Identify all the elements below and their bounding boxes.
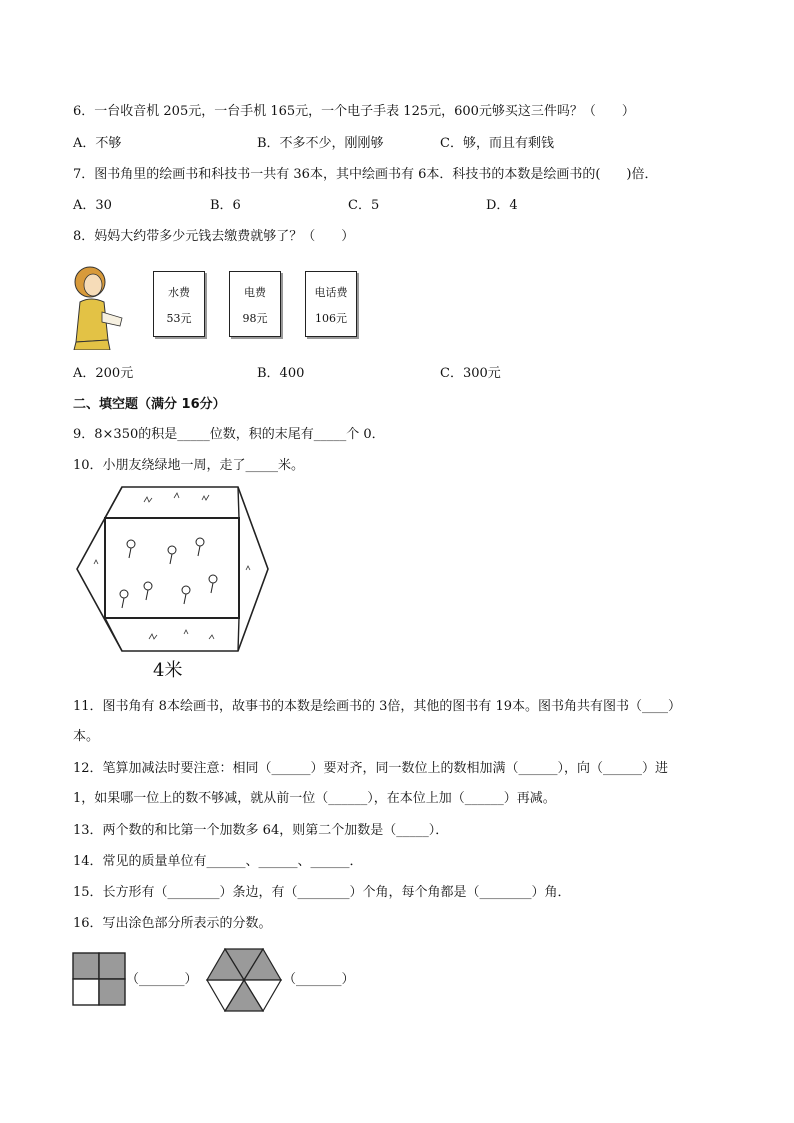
question-12-line-1: 12．笔算加减法时要注意：相同（______）要对齐，同一数位上的数相加满（______），向（______）进: [73, 761, 669, 776]
bill-card-water-name: 水费: [168, 286, 190, 299]
shaded-hexagon-figure: [206, 948, 282, 1012]
q7-option-b[interactable]: B．6: [210, 198, 241, 213]
bill-card-electricity-name: 电费: [244, 286, 266, 299]
shaded-square-figure: [72, 952, 126, 1006]
question-11-line-1: 11．图书角有 8本绘画书，故事书的本数是绘画书的 3倍，其他的图书有 19本。图书角共有图书（____）: [73, 699, 682, 714]
bill-card-electricity: [229, 271, 281, 337]
question-13: 13．两个数的和比第一个加数多 64，则第二个加数是（_____）．: [73, 823, 449, 838]
q7-option-a[interactable]: A．30: [73, 198, 112, 213]
question-10: 10．小朋友绕绿地一周，走了_____米。: [73, 458, 305, 473]
q7-option-d[interactable]: D．4: [486, 198, 518, 213]
question-12-line-2: 1，如果哪一位上的数不够减，就从前一位（______），在本位上加（______）再减。: [73, 791, 556, 806]
q6-option-b[interactable]: B．不多不少，刚刚够: [257, 136, 384, 151]
bill-card-phone-amount: 106元: [315, 312, 347, 325]
bill-card-electricity-amount: 98元: [242, 312, 268, 325]
question-11-line-2: 本。: [73, 729, 100, 744]
question-8: 8．妈妈大约带多少元钱去缴费就够了？（ ）: [73, 229, 355, 244]
question-9: 9．8×350的积是_____位数，积的末尾有_____个 0．: [73, 427, 385, 442]
q8-option-a[interactable]: A．200元: [73, 366, 134, 381]
section-2-heading: 二、填空题（满分 16分）: [73, 397, 226, 412]
q6-option-a[interactable]: A．不够: [73, 136, 122, 151]
question-6: 6．一台收音机 205元，一台手机 165元，一个电子手表 125元，600元够买这三件吗？（ ）: [73, 104, 635, 119]
bill-card-phone: [305, 271, 357, 337]
q16-answer-blank-2[interactable]: （_______）: [283, 972, 355, 987]
question-16: 16．写出涂色部分所表示的分数。: [73, 916, 272, 931]
question-14: 14．常见的质量单位有______、______、______．: [73, 854, 363, 869]
question-7: 7．图书角里的绘画书和科技书一共有 36本，其中绘画书有 6本．科技书的本数是绘画书的( )倍．: [73, 167, 658, 182]
q6-option-c[interactable]: C．够，而且有剩钱: [440, 136, 554, 151]
q8-option-c[interactable]: C．300元: [440, 366, 501, 381]
bill-card-phone-name: 电话费: [314, 286, 348, 299]
hexagon-garden-figure: [74, 484, 274, 656]
bill-card-water: [153, 271, 205, 337]
q16-answer-blank-1[interactable]: （_______）: [126, 972, 198, 987]
question-15: 15．长方形有（________）条边，有（________）个角，每个角都是（________）角．: [73, 885, 571, 900]
q7-option-c[interactable]: C．5: [348, 198, 380, 213]
bill-card-water-amount: 53元: [166, 312, 192, 325]
mother-illustration: [66, 262, 128, 350]
q8-option-b[interactable]: B．400: [257, 366, 305, 381]
hexagon-side-label: 4米: [153, 660, 183, 681]
